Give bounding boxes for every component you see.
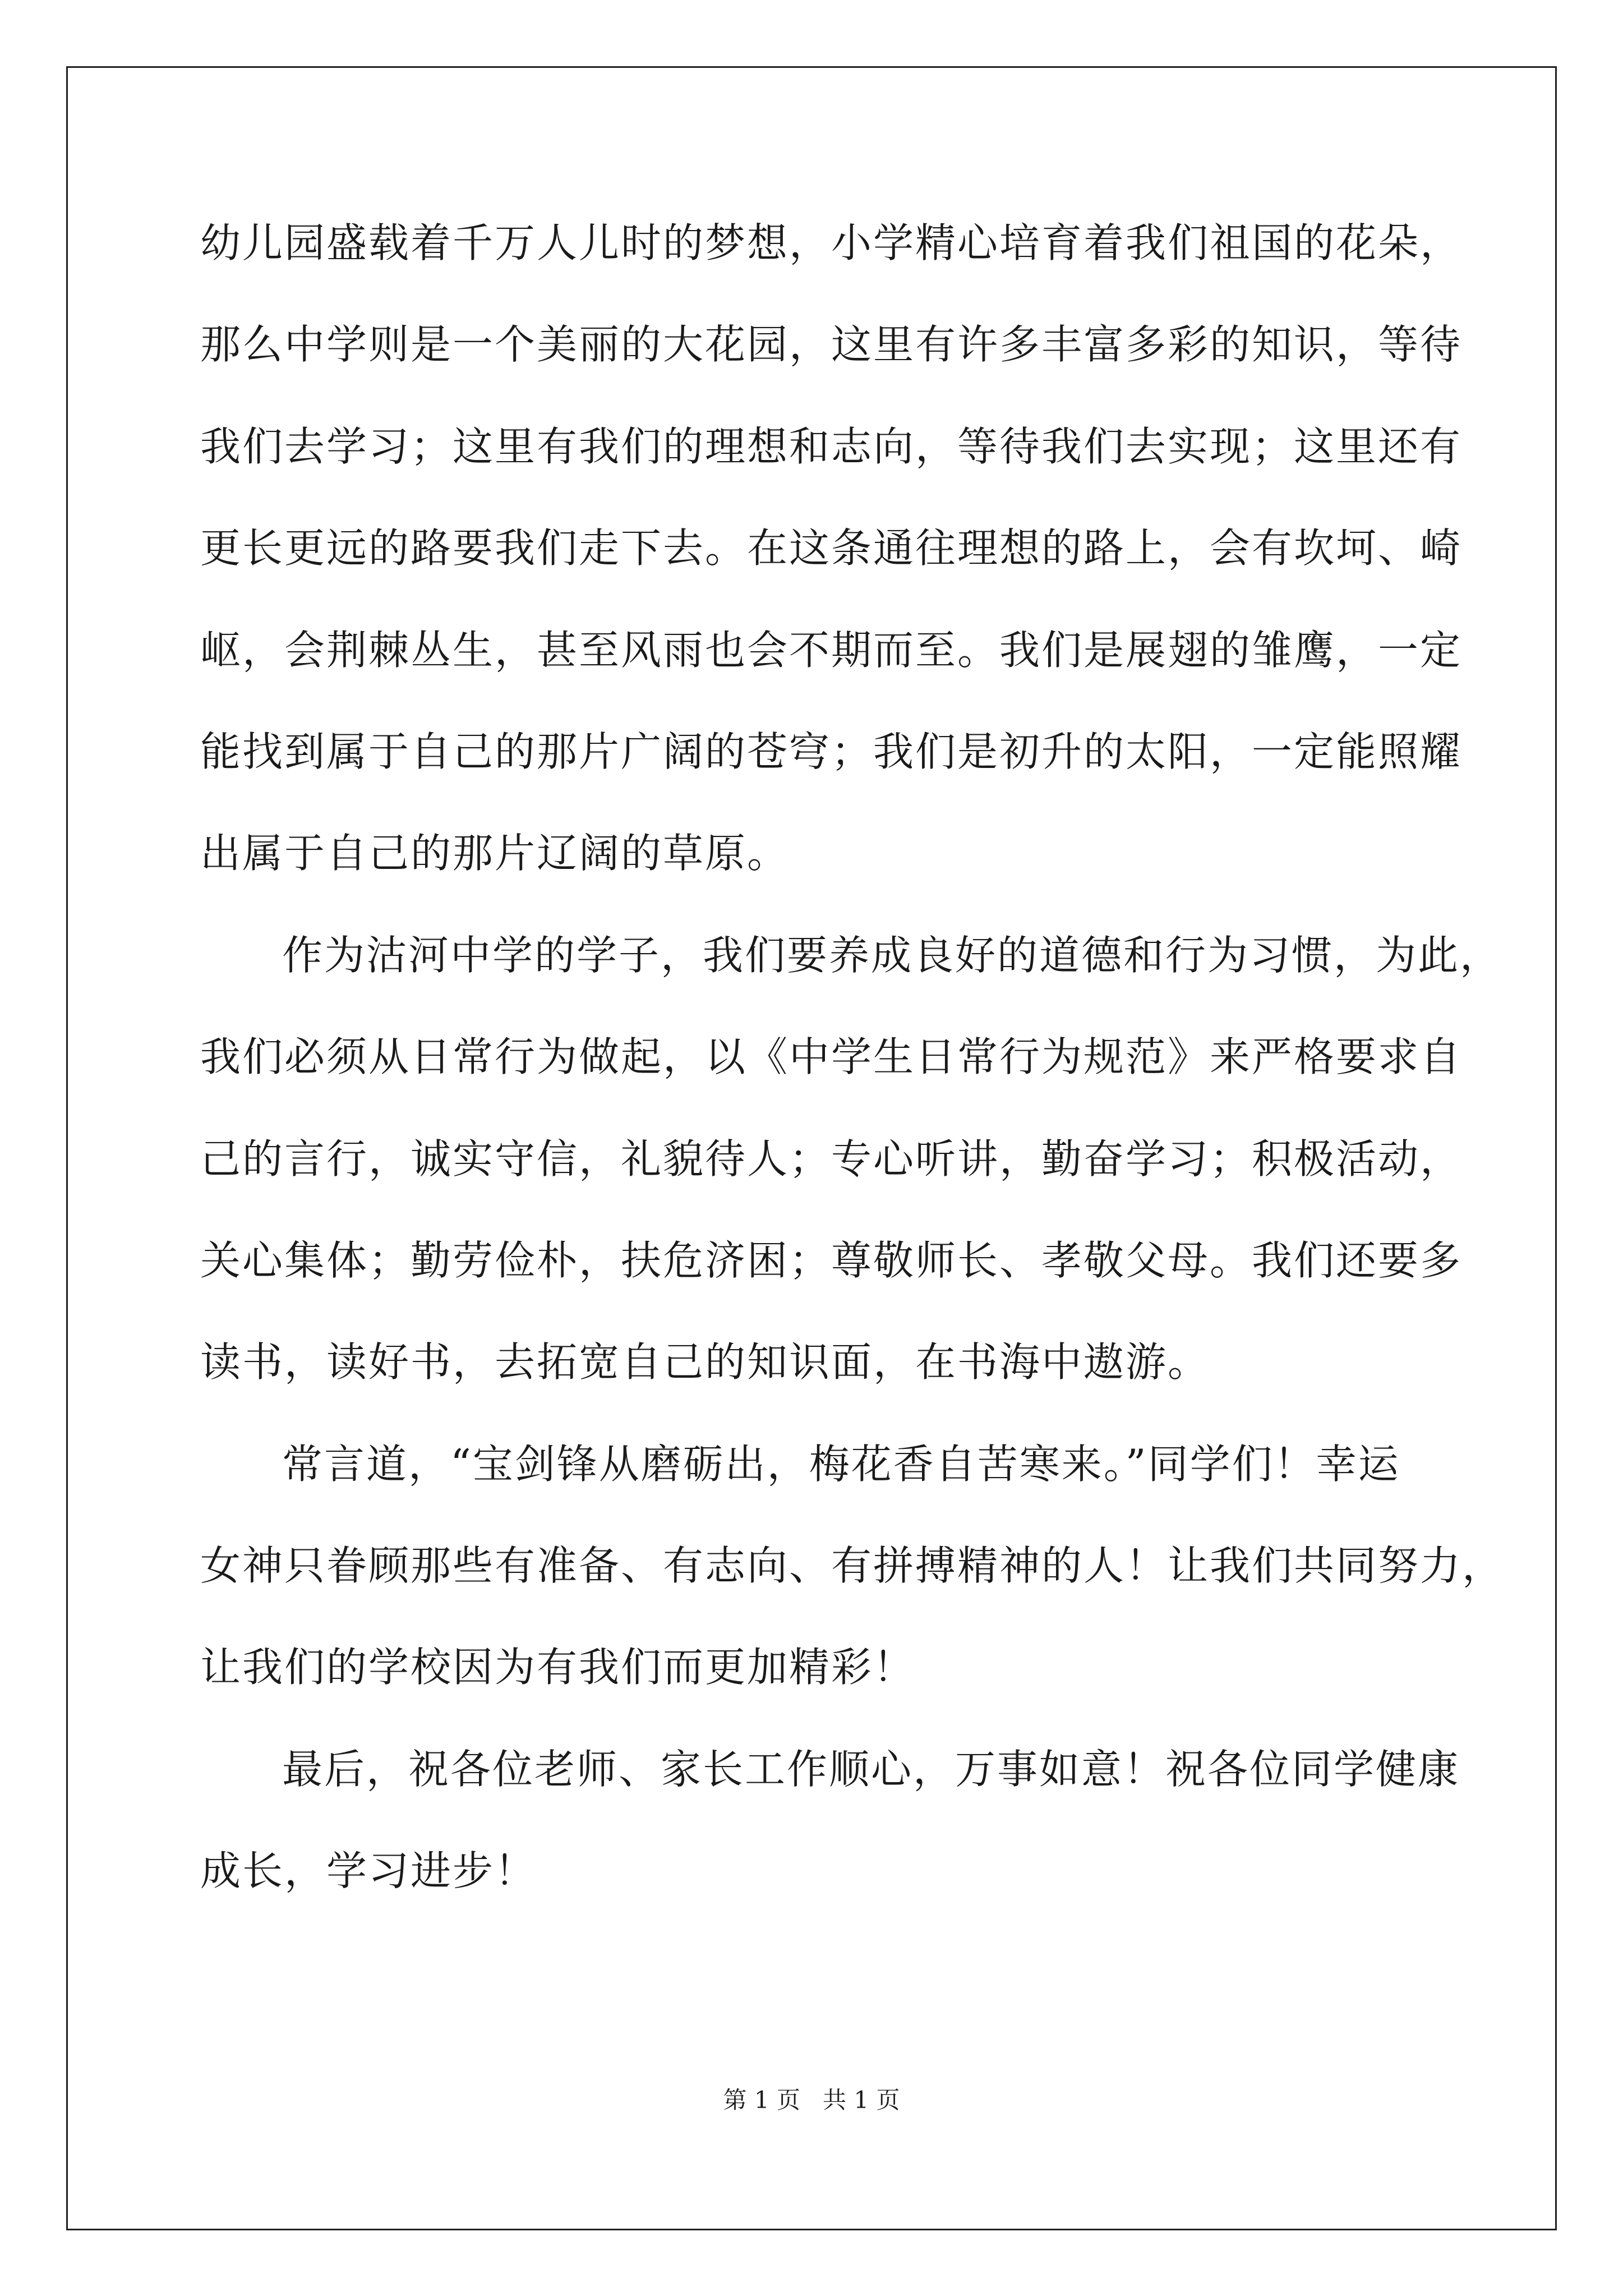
- text-line: 我们必须从日常行为做起，以《中学生日常行为规范》来严格要求自: [200, 1033, 1463, 1081]
- page-number-footer: 第 1 页 共 1 页: [723, 2086, 900, 2114]
- text-line: 幼儿园盛载着千万人儿时的梦想，小学精心培育着我们祖国的花朵，: [200, 219, 1463, 266]
- text-line: 那么中学则是一个美丽的大花园，这里有许多丰富多彩的知识，等待: [200, 321, 1463, 369]
- text-line: 岖，会荆棘丛生，甚至风雨也会不期而至。我们是展翅的雏鹰，一定: [200, 626, 1463, 674]
- text-line: 我们去学习；这里有我们的理想和志向，等待我们去实现；这里还有: [200, 422, 1463, 470]
- paragraph-1: [200, 212, 1463, 924]
- text-line: 最后，祝各位老师、家长工作顺心，万事如意！祝各位同学健康: [282, 1745, 1460, 1793]
- text-line: 出属于自己的那片辽阔的草原。: [200, 830, 790, 877]
- text-line: 关心集体；勤劳俭朴，扶危济困；尊敬师长、孝敬父母。我们还要多: [200, 1236, 1463, 1284]
- paragraph-3: [200, 1433, 1505, 1738]
- text-line: 读书，读好书，去拓宽自己的知识面，在书海中遨游。: [200, 1338, 1210, 1386]
- paragraph-2: [200, 924, 1502, 1433]
- document-body: [200, 212, 1505, 1942]
- text-line: 让我们的学校因为有我们而更加精彩！: [200, 1644, 916, 1691]
- text-line: 成长，学习进步！: [200, 1847, 537, 1895]
- text-line: 女神只眷顾那些有准备、有志向、有拼搏精神的人！让我们共同努力，: [200, 1542, 1505, 1590]
- text-line: 更长更远的路要我们走下去。在这条通往理想的路上，会有坎坷、崎: [200, 524, 1463, 572]
- text-line: 作为沽河中学的学子，我们要养成良好的道德和行为习惯，为此，: [282, 931, 1502, 979]
- text-line: 己的言行，诚实守信，礼貌待人；专心听讲，勤奋学习；积极活动，: [200, 1135, 1463, 1182]
- text-line: 能找到属于自己的那片广阔的苍穹；我们是初升的太阳，一定能照耀: [200, 728, 1463, 775]
- paragraph-4: [200, 1738, 1460, 1942]
- text-line: 常言道，“宝剑锋从磨砺出，梅花香自苦寒来。”同学们！幸运: [282, 1440, 1400, 1488]
